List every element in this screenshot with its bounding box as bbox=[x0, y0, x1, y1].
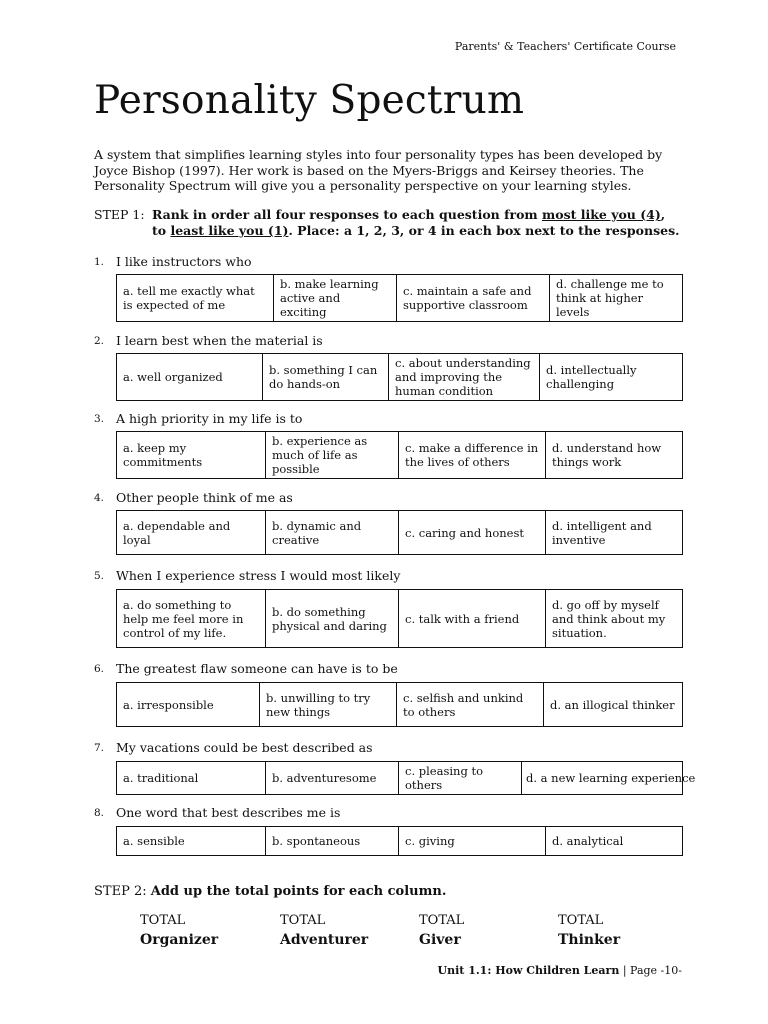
option-b[interactable]: b. something I can do hands-on bbox=[263, 354, 389, 401]
option-d[interactable]: d. go off by myself and think about my situation. bbox=[546, 590, 683, 648]
option-a[interactable]: a. irresponsible bbox=[117, 683, 260, 727]
question-text: When I experience stress I would most likely bbox=[116, 568, 401, 583]
question-number: 8. bbox=[94, 807, 105, 819]
step1-label: STEP 1: bbox=[94, 207, 145, 222]
option-c[interactable]: c. maintain a safe and supportive classroom bbox=[397, 275, 550, 322]
course-header: Parents' & Teachers' Certificate Course bbox=[454, 40, 676, 53]
option-a[interactable]: a. tell me exactly what is expected of me bbox=[117, 275, 274, 322]
options-table bbox=[116, 274, 683, 322]
option-c[interactable]: c. caring and honest bbox=[399, 511, 546, 555]
question-number: 1. bbox=[94, 256, 105, 268]
option-d[interactable]: d. an illogical thinker bbox=[544, 683, 683, 727]
options-table bbox=[116, 682, 683, 727]
question-text: I like instructors who bbox=[116, 254, 252, 269]
option-c[interactable]: c. pleasing to others bbox=[399, 762, 522, 795]
question-number: 6. bbox=[94, 663, 105, 675]
option-b[interactable]: b. dynamic and creative bbox=[266, 511, 399, 555]
option-a[interactable]: a. well organized bbox=[117, 354, 263, 401]
total-adventurer bbox=[280, 913, 420, 948]
total-giver bbox=[419, 913, 559, 948]
option-d[interactable]: d. understand how things work bbox=[546, 432, 683, 479]
total-label: TOTAL bbox=[558, 913, 604, 928]
question-text: Other people think of me as bbox=[116, 490, 293, 505]
total-label: TOTAL bbox=[280, 913, 326, 928]
option-c[interactable]: c. make a difference in the lives of others bbox=[399, 432, 546, 479]
option-b[interactable]: b. do something physical and daring bbox=[266, 590, 399, 648]
option-b[interactable]: b. adventuresome bbox=[266, 762, 399, 795]
option-b[interactable]: b. spontaneous bbox=[266, 827, 399, 856]
page-title: Personality Spectrum bbox=[94, 78, 525, 123]
option-d[interactable]: d. intellectually challenging bbox=[540, 354, 683, 401]
total-label: TOTAL bbox=[140, 913, 186, 928]
option-d[interactable]: d. a new learning experience bbox=[522, 762, 683, 795]
option-b[interactable]: b. make learning active and exciting bbox=[274, 275, 397, 322]
options-table bbox=[116, 431, 683, 479]
option-d[interactable]: d. intelligent and inventive bbox=[546, 511, 683, 555]
options-table bbox=[116, 510, 683, 555]
option-d[interactable]: d. analytical bbox=[546, 827, 683, 856]
total-type: Organizer bbox=[140, 932, 219, 948]
total-type: Thinker bbox=[558, 932, 621, 948]
total-type: Adventurer bbox=[280, 932, 369, 948]
options-table bbox=[116, 353, 683, 401]
question-text: I learn best when the material is bbox=[116, 333, 323, 348]
option-a[interactable]: a. sensible bbox=[117, 827, 266, 856]
page-number: Page -10- bbox=[630, 964, 682, 977]
total-type: Giver bbox=[419, 932, 461, 948]
question-number: 2. bbox=[94, 335, 105, 347]
page-footer bbox=[438, 964, 682, 977]
option-a[interactable]: a. do something to help me feel more in control of my life. bbox=[117, 590, 266, 648]
question-text: My vacations could be best described as bbox=[116, 740, 373, 755]
option-c[interactable]: c. talk with a friend bbox=[399, 590, 546, 648]
option-a[interactable]: a. keep my commitments bbox=[117, 432, 266, 479]
question-text: One word that best describes me is bbox=[116, 805, 341, 820]
total-label: TOTAL bbox=[419, 913, 465, 928]
step2-instructions: STEP 2: Add up the total points for each column. bbox=[94, 884, 447, 899]
intro-paragraph: A system that simplifies learning styles into four personality types has been developed by Joyce Bishop (1997). Her work is based on the Myers-Briggs and Keirsey theories. The Personality Spectrum will give you a personality perspective on your learning styles. bbox=[94, 147, 663, 193]
option-c[interactable]: c. giving bbox=[399, 827, 546, 856]
options-table bbox=[116, 826, 683, 856]
question-number: 7. bbox=[94, 742, 105, 754]
option-a[interactable]: a. traditional bbox=[117, 762, 266, 795]
question-number: 4. bbox=[94, 492, 105, 504]
step1-instructions: Rank in order all four responses to each question from most like you (4), to least like you (1). Place: a 1, 2, 3, or 4 in each box next to the responses. bbox=[152, 207, 680, 238]
option-d[interactable]: d. challenge me to think at higher levels bbox=[550, 275, 683, 322]
question-text: A high priority in my life is to bbox=[116, 411, 303, 426]
options-table bbox=[116, 589, 683, 648]
question-number: 3. bbox=[94, 413, 105, 425]
option-b[interactable]: b. unwilling to try new things bbox=[260, 683, 397, 727]
options-table bbox=[116, 761, 696, 795]
total-thinker bbox=[558, 913, 698, 948]
question-text: The greatest flaw someone can have is to be bbox=[116, 661, 398, 676]
option-c[interactable]: c. selfish and unkind to others bbox=[397, 683, 544, 727]
question-number: 5. bbox=[94, 570, 105, 582]
footer-separator: | bbox=[622, 964, 627, 977]
option-c[interactable]: c. about understanding and improving the human condition bbox=[389, 354, 540, 401]
total-organizer bbox=[140, 913, 280, 948]
option-b[interactable]: b. experience as much of life as possible bbox=[266, 432, 399, 479]
option-a[interactable]: a. dependable and loyal bbox=[117, 511, 266, 555]
footer-unit: Unit 1.1: How Children Learn bbox=[437, 964, 620, 977]
